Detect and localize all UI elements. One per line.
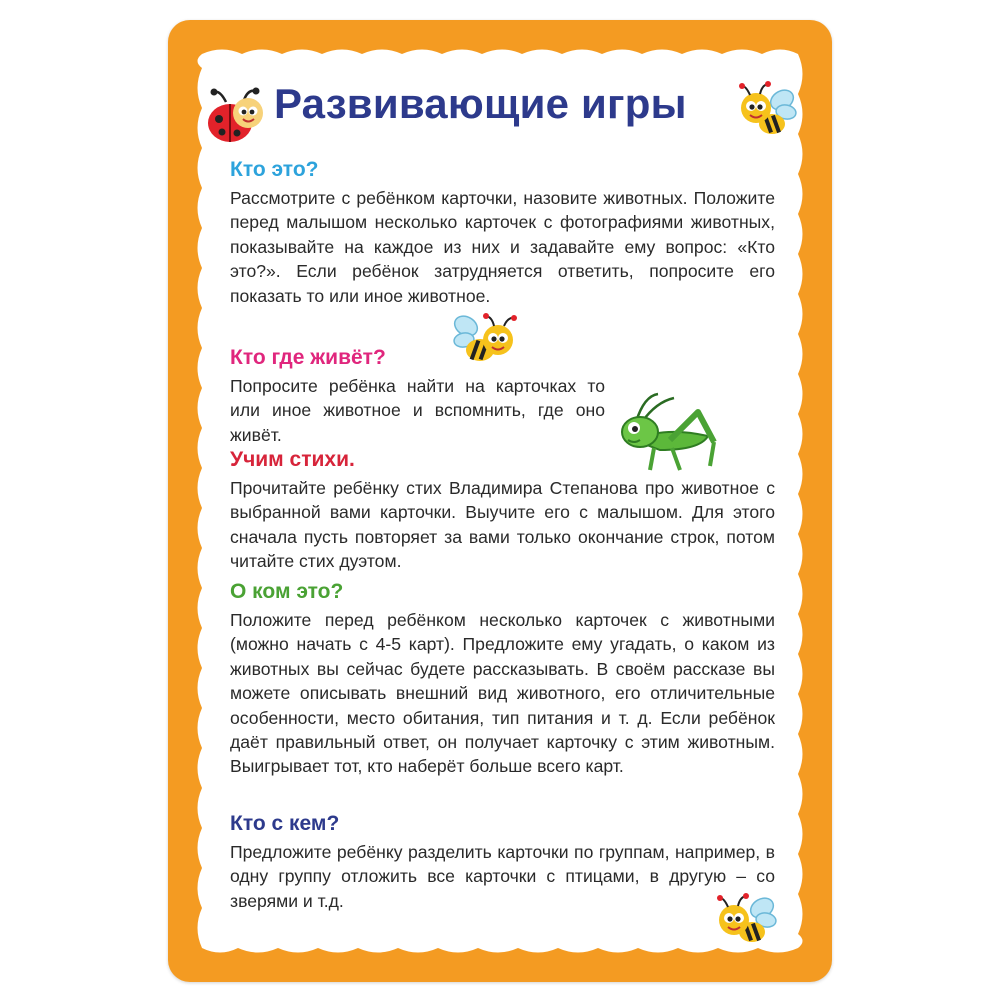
section-who-with-whom: [230, 812, 775, 913]
bee-icon: [736, 80, 798, 144]
section-title: Кто где живёт?: [230, 346, 386, 369]
section-text: Попросите ребёнка найти на карточках то или иное животное и вспомнить, где оно живёт.: [230, 376, 605, 445]
section-text: Прочитайте ребёнку стих Владимира Степанова про животное с выбранной вами карточки. Выучите его с малышом. Для этого сначала пусть повторяет за вами только окончание строк, потом читайте стих дуэтом.: [230, 478, 775, 572]
header: [200, 74, 800, 154]
section-who-lives-where: [230, 346, 775, 447]
page-title: Развивающие игры: [274, 80, 687, 127]
section-about-whom: [230, 580, 775, 779]
section-title: Учим стихи.: [230, 448, 355, 471]
section-text: Предложите ребёнку разделить карточки по группам, например, в одну группу отложить все карточки с птицами, в другую – со зверями и т.д.: [230, 842, 775, 911]
section-title: Кто с кем?: [230, 812, 340, 835]
section-who-is-it: [230, 158, 775, 308]
ladybug-icon: [204, 86, 268, 146]
section-title: О ком это?: [230, 580, 344, 603]
section-title: Кто это?: [230, 158, 319, 181]
section-text: Рассмотрите с ребёнком карточки, назовите животных. Положите перед малышом несколько карточек с фотографиями животных, показывайте на каждое из них и задавайте ему вопрос: «Кто это?». Если ребёнок затрудняется ответить, попросите его показать то или иное животное.: [230, 188, 775, 306]
section-learn-poems: [230, 448, 775, 574]
section-text: Положите перед ребёнком несколько карточек с животными (можно начать с 4-5 карт). Предложите ему угадать, о каком из животных вы сейчас будете рассказывать. В своём рассказе вы можете описывать внешний вид животного, его отличительные особенности, место обитания, тип питания и т. д. Если ребёнок даёт правильный ответ, он получает карточку с этим животным. Выигрывает тот, кто наберёт больше всего карт.: [230, 610, 775, 777]
